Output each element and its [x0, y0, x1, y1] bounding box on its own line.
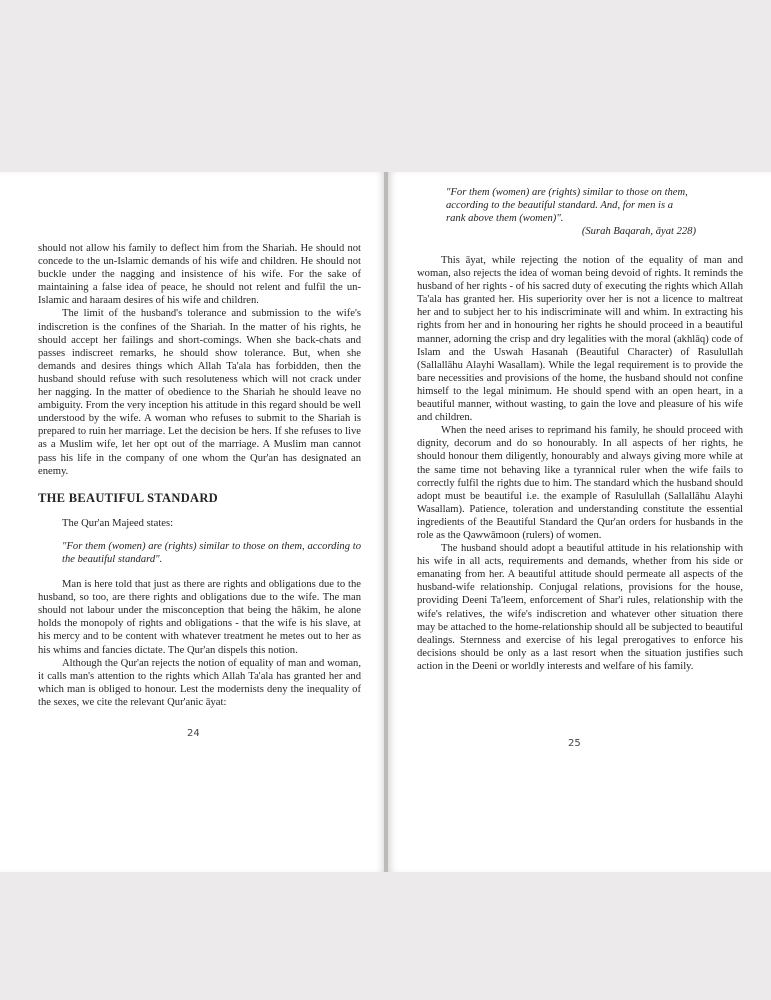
book-spread: [0, 172, 771, 872]
quote-line: "For them (women) are (rights) similar to those on them,: [446, 187, 688, 198]
left-page: [0, 172, 385, 872]
paragraph: The limit of the husband's tolerance and submission to the wife's indiscretion is the confines of the Shariah. In the matter of his rights, he should accept her failings and short-comings. When she back-chats and passes indiscreet remarks, he should show tolerance. But, when she demands and desires things which Allah Ta'ala has forbidden, then the husband should refuse with such resoluteness which will not crack under her nagging. In the matter of obedience to the Shariah he should leave no ambiguity. From the very inception his attitude in this regard should be well understood by the wife. A woman who refuses to submit to the Shariah is prepared to ruin her marriage. Let the decision be hers. If she refuses to live as a Muslim wife, let her opt out of the marriage. A Muslim man cannot pass his life in the company of one whom the Qur'an has designated an enemy.: [38, 308, 361, 477]
right-page: [388, 172, 771, 872]
paragraph: When the need arises to reprimand his family, he should proceed with dignity, decorum and do so honourably. In all aspects of her rights, he should honour them diligently, honourably and always giving more while at the same time not behaving like a tyrannical ruler when the wife fails to correctly fulfil the rights due to him. The standard which the husband should adopt must be beautiful i.e. the example of Rasulullah (Sallallāhu Alayhi Wasallam). Patience, toleration and understanding constitute the essential ingredients of the Beautiful Standard the Qur'an orders for husbands in the role as the Qawwāmoon (rulers) of women.: [417, 425, 743, 541]
paragraph: Man is here told that just as there are rights and obligations due to the husband, so too, are there rights and obligations due to the wife. The man should not labour under the misconception that being the hākim, he alone holds the monopoly of rights and obligations - that the wife is his slave, at his mercy and to be content with whatever treatment he metes out to her as his whims and fancies dictate. The Qur'an dispels this notion.: [38, 579, 361, 656]
paragraph: should not allow his family to deflect him from the Shariah. He should not concede to the un-Islamic demands of his wife and children. He should not buckle under the nagging and insistence of his wife. For the sake of maintaining a false idea of peace, he should not relent and fulfil the un-Islamic and haraam desires of his wife and children.: [38, 243, 361, 307]
quote-block: [446, 186, 736, 238]
quote-reference: (Surah Baqarah, āyat 228): [581, 226, 696, 238]
paragraph: Although the Qur'an rejects the notion of equality of man and woman, it calls man's attention to the rights which Allah Ta'ala has granted her and which man is obliged to honour. Lest the modernists deny the inequality of the sexes, we cite the relevant Qur'anic āyat:: [38, 657, 361, 708]
paragraph: The husband should adopt a beautiful attitude in his relationship with his wife in all acts, requirements and demands, whether from his side or emanating from her. A beautiful attitude should permeate all aspects of the husband-wife relationship. Conjugal relations, provisions for the house, providing Deeni Ta'leem, enforcement of Shar'i rules, relationship with the wife's relatives, the wife's indiscretion and whatever other situation there may be attached to the home-relationship should all be subjected to beautiful dealings. Sternness and exercise of his legal prerogatives to enforce his decisions should be only as a last resort when the situation justifies such action in the Deeni or worldly interests and welfare of his family.: [417, 543, 743, 672]
left-text-column: [38, 242, 361, 709]
right-text-column: [417, 254, 743, 673]
page-number: 25: [568, 738, 581, 749]
quote-line: rank above them (women)".: [446, 213, 564, 225]
section-heading: THE BEAUTIFUL STANDARD: [38, 490, 219, 505]
quote-line: according to the beautiful standard. And, for men is a: [446, 200, 674, 212]
paragraph: The Qur'an Majeed states:: [62, 517, 174, 529]
page-number: 24: [187, 728, 200, 739]
quote: "For them (women) are (rights) similar to those on them, according to the beautiful standard".: [62, 540, 361, 565]
paragraph: This āyat, while rejecting the notion of the equality of man and woman, also rejects the idea of woman being devoid of rights. It reminds the husband of her rights - of his sacred duty of executing the rights which Allah Ta'ala has granted her. His superiority over her is not a licence to maltreat her and to subject her to his indiscriminate will and whim. In extracting his rights from her and in honouring her rights he should proceed in a beautiful manner, adorning the crisp and dry legalities with the moral (akhlāq) code of Islam and the Uswah Hasanah (Beautiful Character) of Rasulullah (Sallallāhu Alayhi Wasallam). While the legal requirement is to provide the bare necessities and provisions of the home, the husband should not confine himself to the legal minimum. He should spend with an open heart, in a beautiful manner, without wasting, to gain the love and pleasure of his wife and children.: [417, 255, 743, 424]
